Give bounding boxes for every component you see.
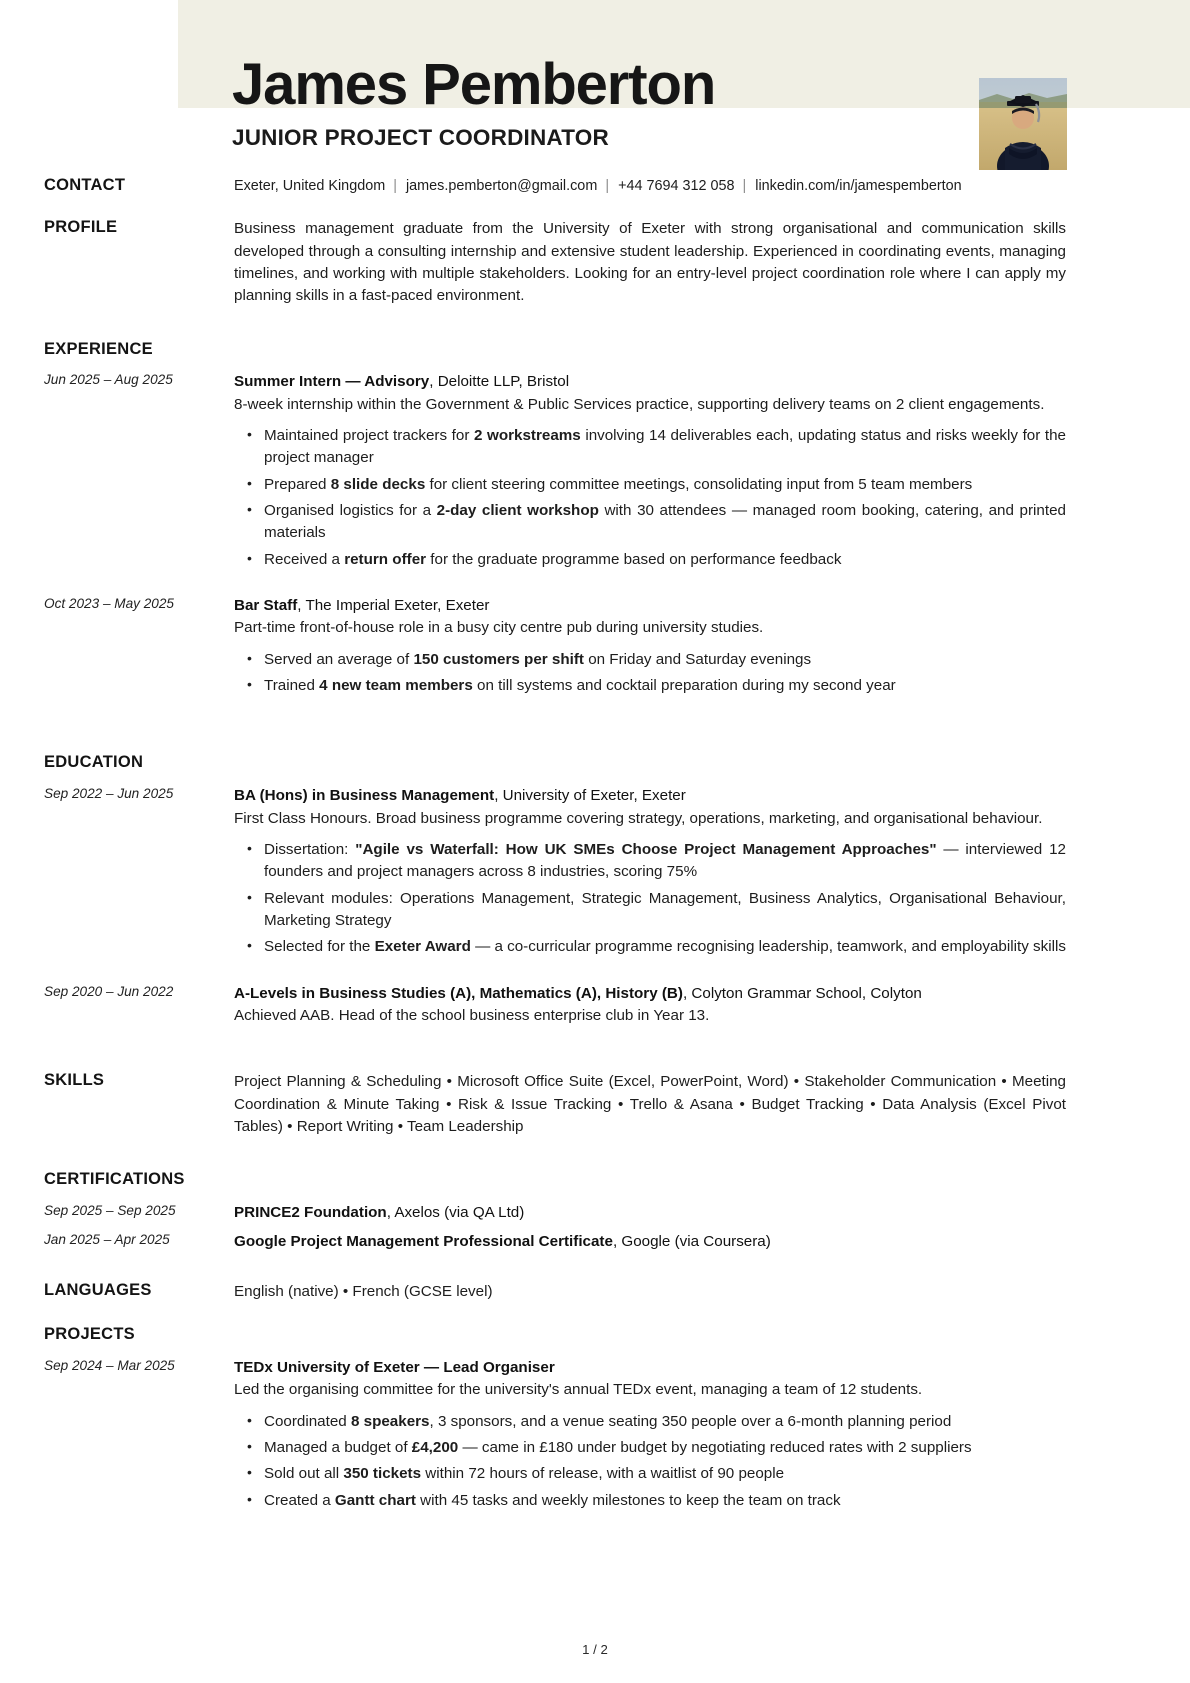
certification-entry-body	[234, 1231, 1066, 1253]
projects-section-label-cell	[44, 1325, 234, 1345]
bullet-emphasis: 8 speakers	[350, 1412, 430, 1430]
entry-bullet-list	[234, 425, 1066, 571]
bullet-emphasis: Gantt chart	[334, 1491, 416, 1509]
experience-entry-body	[234, 371, 1066, 575]
entry-summary: First Class Honours. Broad business programme covering strategy, operations, marketing, and organisational behaviour.	[234, 809, 1043, 827]
skills-text: Project Planning & Scheduling • Microsoft Office Suite (Excel, PowerPoint, Word) • Stakeholder Communication • Meeting Coordination & Minute Taking • Risk & Issue Tracking • Trello & Asana • Budget Tracking • Data Analysis (Excel Pivot Tables) • Report Writing • Team Leadership	[234, 1073, 1066, 1136]
contact-details	[234, 176, 1066, 196]
experience-entry	[0, 371, 1190, 575]
experience-entry-dates-cell	[44, 371, 234, 575]
entry-date-range: Sep 2025 – Sep 2025	[44, 1203, 176, 1219]
entry-date-range: Sep 2022 – Jun 2025	[44, 786, 174, 802]
bullet-emphasis: 350 tickets	[343, 1465, 422, 1483]
page-footer	[0, 1642, 1190, 1657]
job-title: JUNIOR PROJECT COORDINATOR	[232, 125, 609, 151]
list-item: • Trained 4 new team members on till systems and cocktail preparation during my second year	[264, 675, 1066, 697]
contact-email[interactable]: james.pemberton@gmail.com	[405, 178, 598, 194]
entry-summary: Led the organising committee for the university's annual TEDx event, managing a team of 12 students.	[234, 1381, 923, 1399]
education-entry-body	[234, 785, 1066, 962]
section-label-profile: PROFILE	[44, 218, 118, 237]
entry-title-rest: , Deloitte LLP, Bristol	[429, 373, 570, 391]
certification-entries	[0, 1202, 1190, 1253]
list-item: • Organised logistics for a 2-day client workshop with 30 attendees — managed room booking, catering, and printed materials	[264, 500, 1066, 545]
list-item: • Sold out all 350 tickets within 72 hours of release, with a waitlist of 90 people	[264, 1463, 1066, 1485]
bullet-emphasis: 150 customers per shift	[413, 650, 584, 668]
section-label-contact: CONTACT	[44, 176, 126, 194]
section-label-education: EDUCATION	[44, 753, 144, 772]
contact-section-label-cell	[44, 176, 234, 196]
education-heading-row	[0, 753, 1190, 773]
certification-entry	[0, 1231, 1190, 1253]
bullet-emphasis: Exeter Award	[374, 938, 471, 956]
bullet-emphasis: 8 slide decks	[330, 475, 426, 493]
entry-title-rest: , University of Exeter, Exeter	[494, 787, 686, 805]
resume-header	[0, 0, 1190, 175]
list-item: • Served an average of 150 customers per shift on Friday and Saturday evenings	[264, 649, 1066, 671]
section-label-experience: EXPERIENCE	[44, 339, 153, 358]
certifications-heading-row	[0, 1170, 1190, 1190]
page-title: James Pemberton	[232, 52, 716, 117]
entry-title-bold: PRINCE2 Foundation	[234, 1204, 387, 1222]
entry-date-range: Sep 2024 – Mar 2025	[44, 1358, 175, 1373]
contact-divider-icon: |	[742, 178, 747, 194]
entry-title-rest: , Google (via Coursera)	[612, 1232, 771, 1250]
certification-entry	[0, 1202, 1190, 1224]
contact-phone[interactable]: +44 7694 312 058	[618, 178, 735, 194]
list-item: • Received a return offer for the graduate programme based on performance feedback	[264, 549, 1066, 571]
entry-title-bold: TEDx University of Exeter — Lead Organiser	[234, 1359, 555, 1376]
entry-title	[234, 785, 1066, 807]
skills-row	[0, 1071, 1190, 1138]
education-entry-dates-cell	[44, 983, 234, 1028]
skills-body	[234, 1071, 1066, 1138]
experience-entry-body	[234, 595, 1066, 701]
profile-body	[234, 218, 1066, 307]
list-item: • Relevant modules: Operations Management, Strategic Management, Business Analytics, Organisational Behaviour, Marketing Strategy	[264, 888, 1066, 933]
experience-entries	[0, 371, 1190, 701]
list-item: • Coordinated 8 speakers, 3 sponsors, and a venue seating 350 people over a 6-month planning period	[264, 1411, 1066, 1433]
portrait-photo-icon	[979, 78, 1067, 170]
contact-divider-icon: |	[605, 178, 610, 194]
project-entry-dates-cell	[44, 1357, 234, 1516]
contact-row	[0, 176, 1190, 196]
entry-title-bold: A-Levels in Business Studies (A), Mathematics (A), History (B)	[234, 984, 683, 1002]
languages-body	[234, 1281, 1066, 1303]
list-item: • Prepared 8 slide decks for client steering committee meetings, consolidating input from 5 team members	[264, 474, 1066, 496]
contact-line	[234, 176, 1066, 196]
certification-entry-dates-cell	[44, 1202, 234, 1224]
entry-title	[234, 371, 1066, 393]
page-indicator: 1 / 2	[582, 1642, 608, 1657]
entry-date-range: Jun 2025 – Aug 2025	[44, 372, 173, 388]
languages-row	[0, 1281, 1190, 1303]
entry-title-bold: BA (Hons) in Business Management	[234, 787, 495, 805]
section-label-projects: PROJECTS	[44, 1325, 135, 1344]
entry-date-range: Oct 2023 – May 2025	[44, 596, 174, 612]
skills-section-label-cell	[44, 1071, 234, 1138]
bullet-emphasis: 4 new team members	[319, 677, 473, 695]
bullet-emphasis: return offer	[344, 550, 427, 568]
section-label-skills: SKILLS	[44, 1071, 105, 1090]
certification-entry-body	[234, 1202, 1066, 1224]
entry-title	[234, 1357, 1066, 1379]
contact-linkedin[interactable]: linkedin.com/in/jamespemberton	[755, 178, 962, 194]
certification-entry-dates-cell	[44, 1231, 234, 1253]
list-item: • Maintained project trackers for 2 workstreams involving 14 deliverables each, updating status and risks weekly for the project manager	[264, 425, 1066, 470]
education-entry-body	[234, 983, 1066, 1028]
entry-summary: 8-week internship within the Government & Public Services practice, supporting delivery teams on 2 client engagements.	[234, 395, 1045, 413]
education-entry-dates-cell	[44, 785, 234, 962]
bullet-emphasis: 2 workstreams	[473, 427, 581, 445]
profile-row	[0, 218, 1190, 307]
entry-title	[234, 983, 1066, 1005]
entry-summary: Part-time front-of-house role in a busy city centre pub during university studies.	[234, 619, 764, 637]
profile-section-label-cell	[44, 218, 234, 307]
list-item: • Dissertation: "Agile vs Waterfall: How UK SMEs Choose Project Management Approaches" — interviewed 12 founders and project managers across 8 industries, scoring 75%	[264, 839, 1066, 884]
project-entry	[0, 1357, 1190, 1516]
list-item: • Selected for the Exeter Award — a co-curricular programme recognising leadership, teamwork, and employability skills	[264, 936, 1066, 958]
contact-location: Exeter, United Kingdom	[234, 178, 386, 194]
entry-title-bold: Google Project Management Professional Certificate	[234, 1232, 613, 1250]
entry-title-bold: Bar Staff	[234, 597, 298, 615]
experience-entry-dates-cell	[44, 595, 234, 701]
name-block	[232, 52, 716, 151]
entry-title	[234, 1202, 1066, 1224]
section-label-languages: LANGUAGES	[44, 1280, 152, 1299]
entry-date-range: Jan 2025 – Apr 2025	[44, 1231, 170, 1247]
entry-title	[234, 1231, 1066, 1253]
languages-section-label-cell	[44, 1281, 234, 1303]
certifications-section-label-cell	[44, 1170, 234, 1190]
entry-title-rest: , Colyton Grammar School, Colyton	[682, 984, 922, 1002]
section-label-certifications: CERTIFICATIONS	[44, 1170, 185, 1189]
bullet-emphasis: 2-day client workshop	[436, 502, 599, 520]
experience-heading-row	[0, 340, 1190, 360]
education-entry	[0, 983, 1190, 1028]
entry-bullet-list	[234, 649, 1066, 698]
education-entries	[0, 785, 1190, 1027]
projects-heading-row	[0, 1325, 1190, 1345]
entry-title	[234, 595, 1066, 617]
entry-date-range: Sep 2020 – Jun 2022	[44, 983, 174, 999]
education-entry	[0, 785, 1190, 962]
entry-title-bold: Summer Intern — Advisory	[234, 373, 430, 391]
project-entry-body	[234, 1357, 1066, 1516]
bullet-emphasis: "Agile vs Waterfall: How UK SMEs Choose Project Management Approaches"	[355, 840, 937, 858]
entry-summary: Achieved AAB. Head of the school business enterprise club in Year 13.	[234, 1007, 710, 1024]
profile-text: Business management graduate from the University of Exeter with strong organisational and communication skills developed through a consulting internship and extensive student leadership. Experienced in coordinating events, managing timelines, and working with multiple stakeholders. Looking for an entry-level project coordination role where I can apply my planning skills in a fast-paced environment.	[234, 220, 1066, 305]
list-item: • Managed a budget of £4,200 — came in £180 under budget by negotiating reduced rates with 2 suppliers	[264, 1437, 1066, 1459]
contact-divider-icon: |	[393, 178, 397, 194]
project-entries	[0, 1357, 1190, 1516]
languages-text: English (native) • French (GCSE level)	[234, 1282, 493, 1300]
entry-bullet-list	[234, 1411, 1066, 1512]
bullet-emphasis: £4,200	[411, 1439, 459, 1457]
avatar	[979, 78, 1067, 170]
education-section-label-cell	[44, 753, 234, 773]
entry-title-rest: , The Imperial Exeter, Exeter	[297, 597, 490, 615]
list-item: • Created a Gantt chart with 45 tasks and weekly milestones to keep the team on track	[264, 1490, 1066, 1512]
experience-section-label-cell	[44, 340, 234, 360]
entry-bullet-list	[234, 839, 1066, 959]
entry-title-rest: , Axelos (via QA Ltd)	[386, 1204, 525, 1222]
experience-entry	[0, 595, 1190, 701]
